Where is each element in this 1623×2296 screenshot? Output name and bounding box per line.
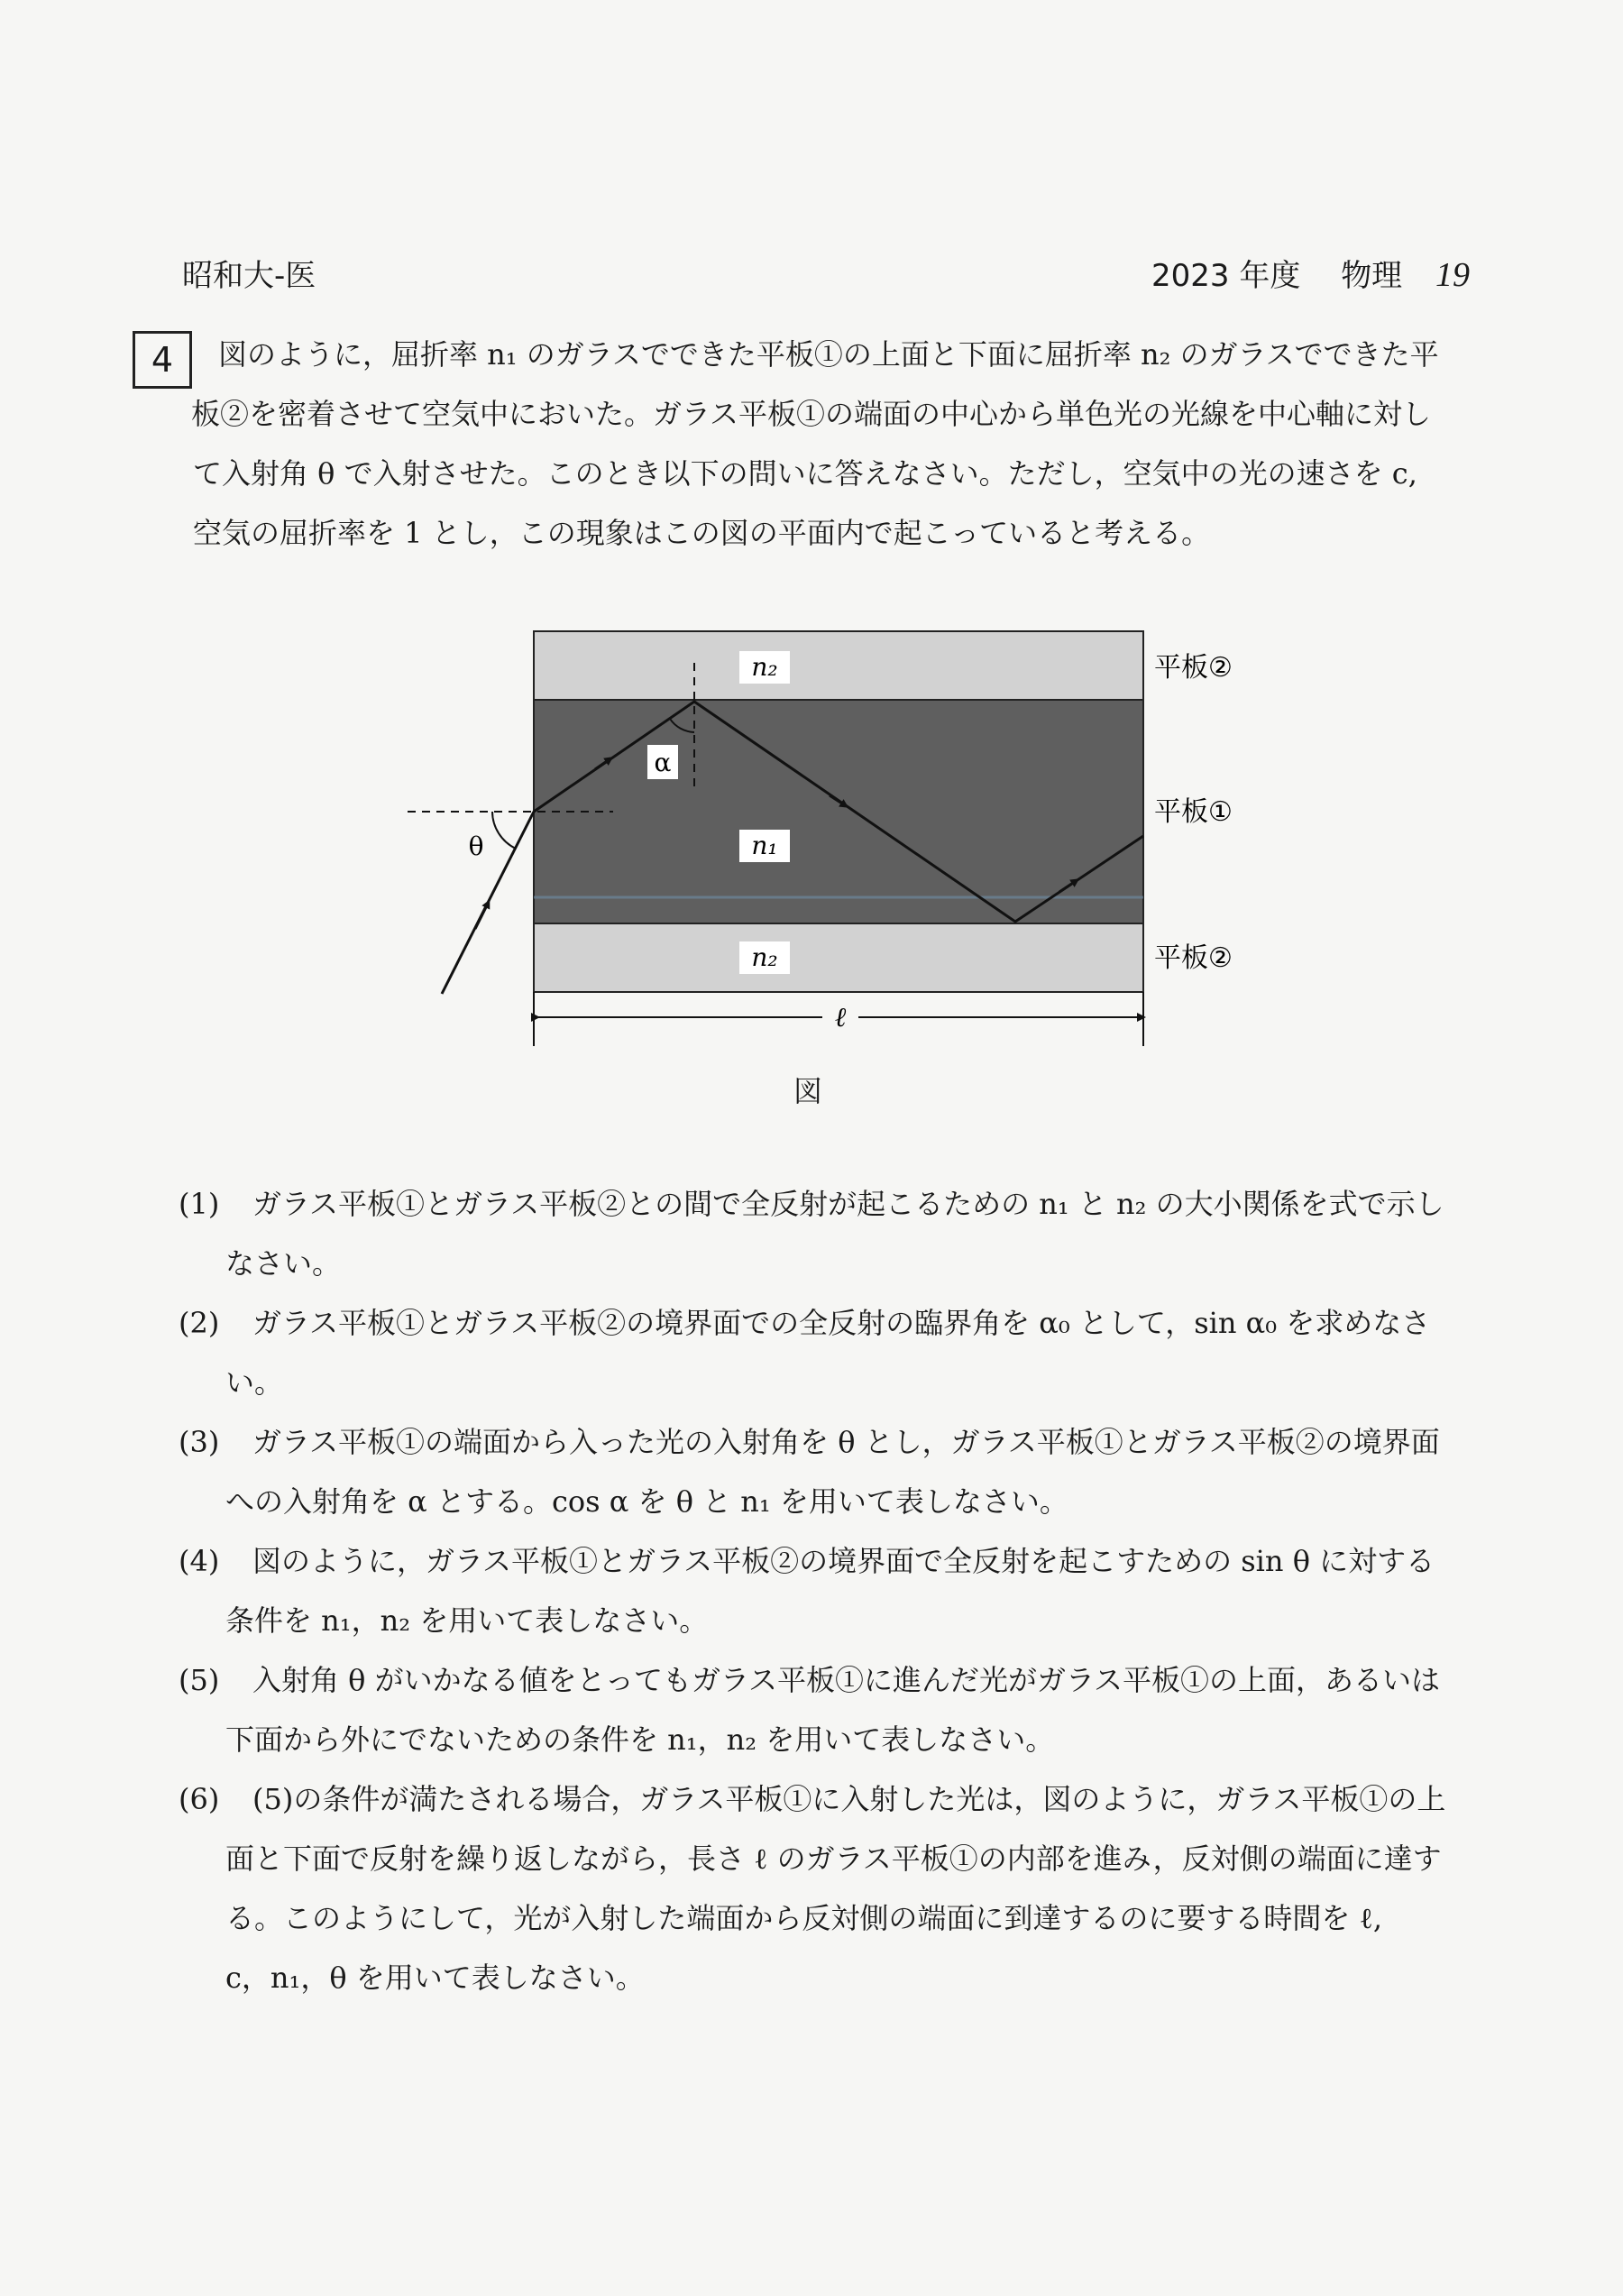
label-plate1: 平板① (1154, 796, 1233, 828)
question-label: (4) (179, 1544, 220, 1578)
question-item (179, 1412, 1477, 1531)
label-plate2-bottom: 平板② (1154, 942, 1233, 974)
question-line: c，n₁，θ を用いて表しなさい。 (225, 1961, 645, 1995)
question-line: ガラス平板①とガラス平板②の境界面での全反射の臨界角を α₀ として，sin α₀ を求めなさ (252, 1306, 1431, 1340)
label-plate2-top: 平板② (1154, 652, 1233, 684)
optics-figure (0, 0, 1623, 1136)
question-item (179, 1769, 1477, 2007)
question-label: (6) (179, 1782, 220, 1816)
intro-line: て入射角 θ で入射させた。このとき以下の問いに答えなさい。ただし，空気中の光の速さを c, (193, 456, 1417, 491)
question-line: い。 (225, 1365, 284, 1400)
question-list (179, 1174, 1477, 2007)
intro-line: 図のように，屈折率 n₁ のガラスでできた平板①の上面と下面に屈折率 n₂ のガラスでできた平 (218, 337, 1439, 372)
label-n2-bottom: n₂ (751, 942, 778, 972)
plate2-top-region (534, 631, 1143, 700)
question-line: ガラス平板①の端面から入った光の入射角を θ とし，ガラス平板①とガラス平板②の境界面 (252, 1425, 1440, 1459)
question-line: 下面から外にでないための条件を n₁，n₂ を用いて表しなさい。 (225, 1722, 1055, 1757)
question-item (179, 1531, 1477, 1650)
plate1-region (534, 700, 1143, 923)
school-name: 昭和大-医 (182, 258, 316, 294)
question-line: (5)の条件が満たされる場合，ガラス平板①に入射した光は，図のように，ガラス平板①の上 (252, 1782, 1446, 1816)
question-line: ガラス平板①とガラス平板②との間で全反射が起こるための n₁ と n₂ の大小関係を式で示し (252, 1187, 1444, 1221)
incident-ray-arrow (475, 904, 488, 929)
figure-caption: 図 (793, 1074, 823, 1108)
label-theta: θ (468, 831, 484, 861)
question-label: (1) (179, 1187, 220, 1221)
question-line: への入射角を α とする。cos α を θ と n₁ を用いて表しなさい。 (225, 1484, 1068, 1519)
theta-arc (492, 812, 516, 849)
question-line: 条件を n₁，n₂ を用いて表しなさい。 (225, 1603, 709, 1638)
label-length: ℓ (834, 1002, 847, 1033)
question-line: る。このようにして，光が入射した端面から反対側の端面に到達するのに要する時間を ℓ, (225, 1901, 1383, 1935)
incident-ray (442, 812, 534, 994)
label-n2-top: n₂ (751, 652, 778, 682)
label-alpha: α (654, 748, 672, 777)
label-n1: n₁ (751, 831, 778, 860)
question-item (179, 1650, 1477, 1769)
question-line: 図のように，ガラス平板①とガラス平板②の境界面で全反射を起こすための sin θ に対する (252, 1544, 1435, 1578)
intro-line: 空気の屈折率を 1 とし，この現象はこの図の平面内で起こっていると考える。 (193, 516, 1211, 550)
question-item (179, 1174, 1477, 1293)
plate2-bottom-region (534, 923, 1143, 992)
question-line: 入射角 θ がいかなる値をとってもガラス平板①に進んだ光がガラス平板①の上面，あるいは (252, 1663, 1441, 1697)
question-label: (3) (179, 1425, 220, 1459)
intro-line: 板②を密着させて空気中においた。ガラス平板①の端面の中心から単色光の光線を中心軸に対し (191, 397, 1432, 431)
subject: 物理 (1341, 258, 1403, 294)
question-item (179, 1293, 1477, 1412)
question-line: 面と下面で反射を繰り返しながら，長さ ℓ のガラス平板①の内部を進み，反対側の端面に達す (225, 1841, 1442, 1876)
question-line: なさい。 (225, 1246, 342, 1281)
question-label: (2) (179, 1306, 220, 1340)
page-number: 19 (1435, 256, 1470, 294)
exam-year: 2023 年度 (1151, 258, 1301, 294)
question-label: (5) (179, 1663, 220, 1697)
question-number-box: 4 (133, 331, 192, 389)
